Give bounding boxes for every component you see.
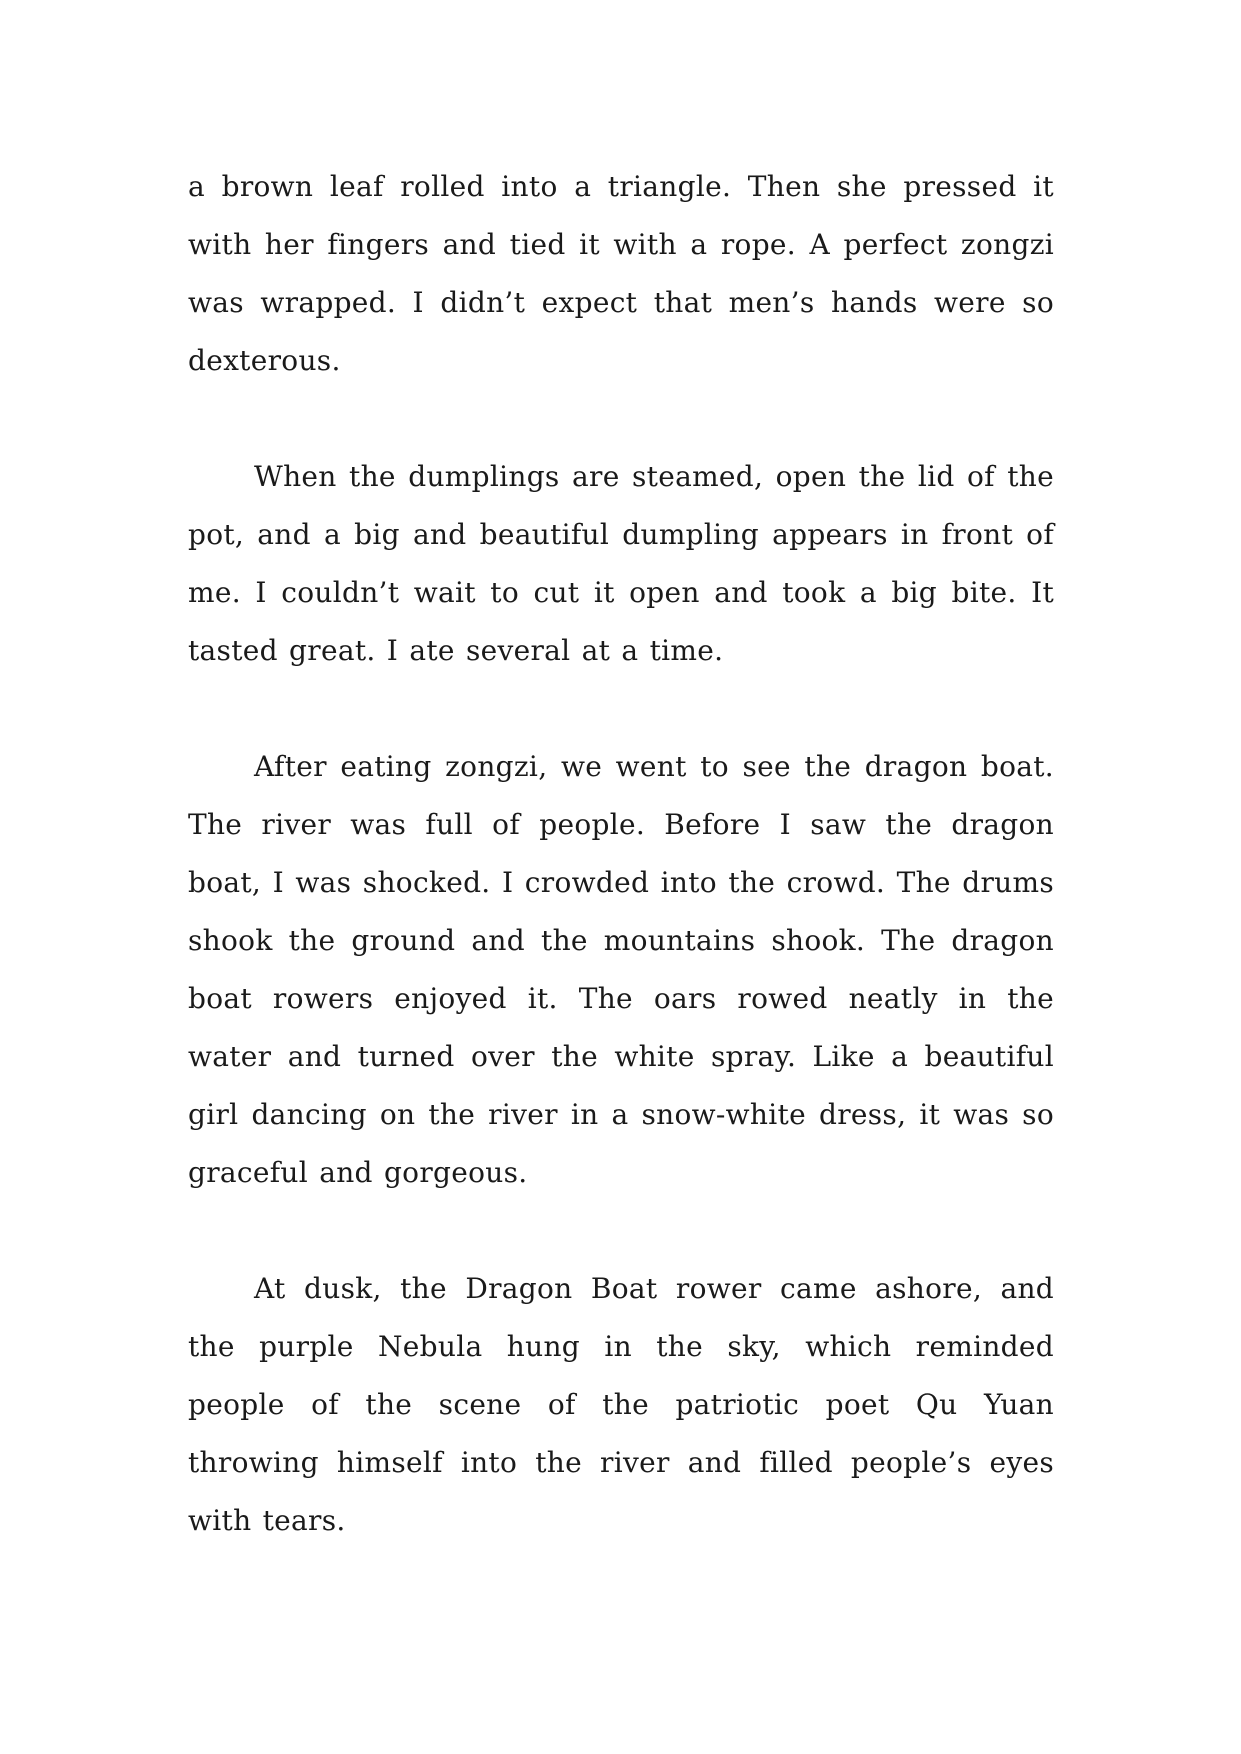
paragraph-1: a brown leaf rolled into a triangle. Then she pressed it with her fingers and tied it with a rope. A perfect zongzi was wrapped. I didn’t expect that men’s hands were so dexterous. (188, 170, 1054, 377)
document-body (188, 158, 1054, 1550)
paragraph-3: After eating zongzi, we went to see the dragon boat. The river was full of people. Before I saw the dragon boat, I was shocked. I crowded into the crowd. The drums shook the ground and the mountains shook. The dragon boat rowers enjoyed it. The oars rowed neatly in the water and turned over the white spray. Like a beautiful girl dancing on the river in a snow-white dress, it was so graceful and gorgeous. (188, 750, 1054, 1189)
paragraph-2: When the dumplings are steamed, open the lid of the pot, and a big and beautiful dumpling appears in front of me. I couldn’t wait to cut it open and took a big bite. It tasted great. I ate several at a time. (188, 460, 1054, 667)
paragraph-4: At dusk, the Dragon Boat rower came ashore, and the purple Nebula hung in the sky, which reminded people of the scene of the patriotic poet Qu Yuan throwing himself into the river and filled people’s eyes with tears. (188, 1272, 1054, 1537)
